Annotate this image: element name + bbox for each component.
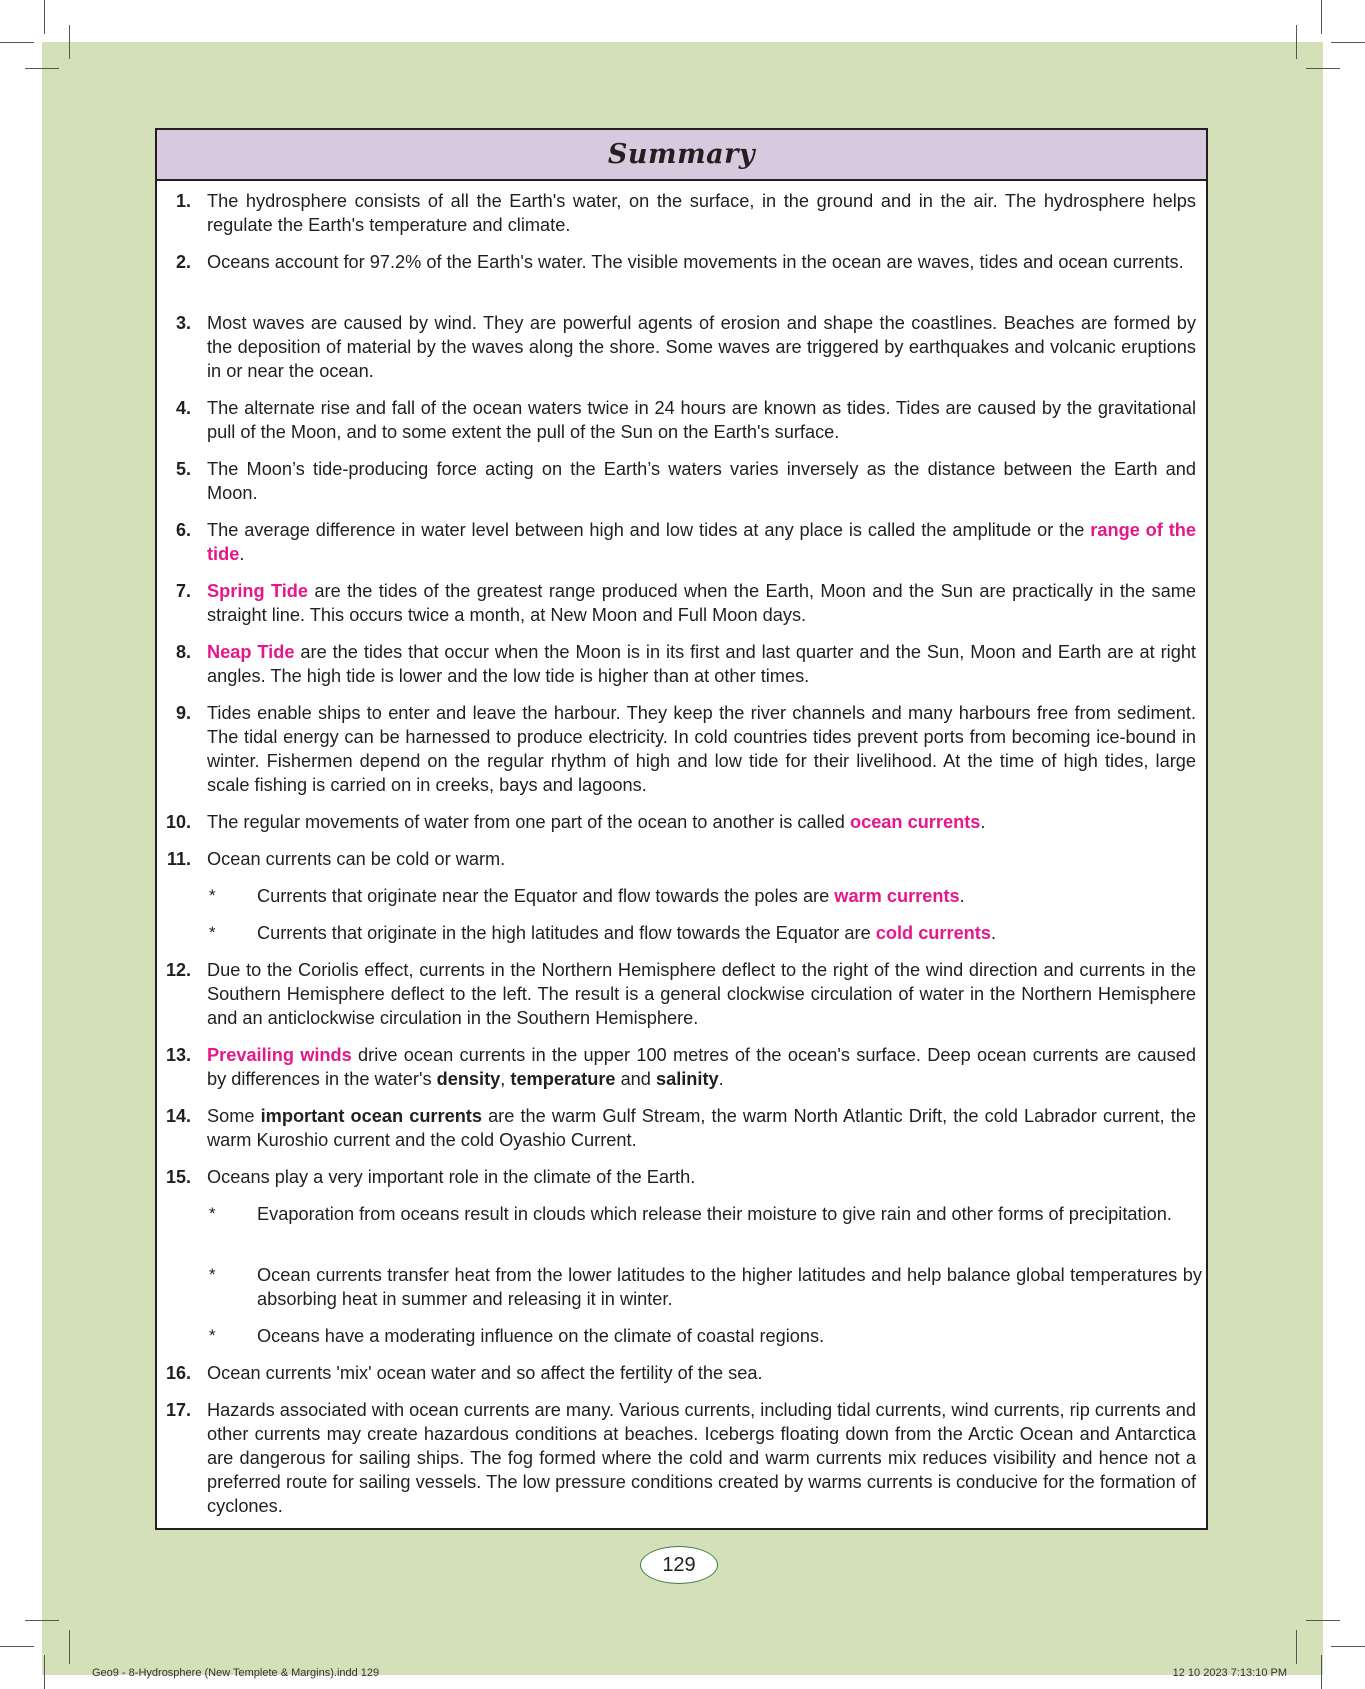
item-number: 14.	[165, 1106, 191, 1126]
summary-title: Summary	[607, 139, 756, 170]
bullet-star: *	[209, 923, 216, 942]
bullet-text: Oceans have a moderating influence on the climate of coastal regions.	[257, 1326, 825, 1346]
item-text: The alternate rise and fall of the ocean waters twice in 24 hours are known as tides. Tides are caused by the gravitational pull of the Moon, and to some extent the pull of the Sun on the Earth's surface.	[207, 398, 1196, 442]
page-number: 129	[640, 1546, 718, 1584]
item-number: 7.	[175, 581, 191, 601]
bullet-star: *	[209, 1326, 216, 1345]
item-text: Some important ocean currents are the warm Gulf Stream, the warm North Atlantic Drift, the cold Labrador current, the warm Kuroshio current and the cold Oyashio Current.	[207, 1106, 1196, 1150]
item-number: 8.	[175, 642, 191, 662]
item-text: Tides enable ships to enter and leave the harbour. They keep the river channels and many harbours free from sediment. The tidal energy can be harnessed to produce electricity. In cold countries tides prevent ports from becoming ice-bound in winter. Fishermen depend on the regular rhythm of high and low tide for their livelihood. At the time of high tides, large scale fishing is carried on in creeks, bays and lagoons.	[207, 703, 1196, 795]
item-text: Ocean currents can be cold or warm.	[207, 849, 506, 869]
highlight-term: warm currents	[834, 886, 960, 906]
crop-mark	[1331, 42, 1365, 43]
crop-mark	[1321, 0, 1322, 34]
item-text: Spring Tide are the tides of the greatest range produced when the Earth, Moon and the Sun are practically in the same straight line. This occurs twice a month, at New Moon and Full Moon days.	[207, 581, 1196, 625]
item-number: 1.	[175, 191, 191, 211]
bullet-star: *	[209, 1265, 216, 1284]
item-text: Ocean currents 'mix' ocean water and so affect the fertility of the sea.	[207, 1363, 763, 1383]
highlight-term: ocean currents	[849, 812, 981, 832]
item-text: Prevailing winds drive ocean currents in the upper 100 metres of the ocean's surface. Deep ocean currents are caused by differences in the water's density, temperature and salinity.	[207, 1045, 1196, 1089]
item-text: The Moon’s tide-producing force acting on the Earth’s waters varies inversely as the distance between the Earth and Moon.	[207, 459, 1196, 503]
bullet-text: Evaporation from oceans result in clouds which release their moisture to give rain and other forms of precipitation.	[257, 1204, 1172, 1224]
item-number: 17.	[165, 1400, 191, 1420]
item-number: 2.	[175, 252, 191, 272]
item-number: 6.	[175, 520, 191, 540]
summary-header	[157, 130, 1206, 181]
item-text: Oceans account for 97.2% of the Earth's water. The visible movements in the ocean are waves, tides and ocean currents.	[207, 252, 1184, 272]
bullet-text: Currents that originate in the high latitudes and flow towards the Equator are cold currents.	[257, 923, 997, 943]
item-number: 5.	[175, 459, 191, 479]
item-number: 15.	[165, 1167, 191, 1187]
crop-mark	[1331, 1646, 1365, 1647]
item-text: Neap Tide are the tides that occur when the Moon is in its first and last quarter and the Sun, Moon and Earth are at right angles. The high tide is lower and the low tide is higher than at other times.	[207, 642, 1196, 686]
bullet-star: *	[209, 1204, 216, 1223]
highlight-term: cold currents	[875, 923, 991, 943]
item-text: Oceans play a very important role in the climate of the Earth.	[207, 1167, 696, 1187]
summary-box	[155, 128, 1208, 1530]
item-text: Most waves are caused by wind. They are powerful agents of erosion and shape the coastlines. Beaches are formed by the deposition of material by the waves along the shore. Some waves are triggered by earthquakes and volcanic eruptions in or near the ocean.	[207, 313, 1196, 381]
item-number: 9.	[175, 703, 191, 723]
item-text: Hazards associated with ocean currents are many. Various currents, including tidal currents, wind currents, rip currents and other currents may create hazardous conditions at beaches. Icebergs floating down from the Arctic Ocean and Antarctica are dangerous for sailing ships. The fog formed where the cold and warm currents mix reduces visibility and hence not a preferred route for sailing vessels. The low pressure conditions created by warms currents is conducive for the formation of cyclones.	[207, 1400, 1196, 1516]
print-slug-timestamp: 12 10 2023 7:13:10 PM	[1172, 1667, 1287, 1679]
item-number: 16.	[165, 1363, 191, 1383]
crop-mark	[25, 1620, 59, 1621]
highlight-term: range of the tide	[207, 520, 1196, 564]
crop-mark	[1296, 25, 1297, 59]
crop-mark	[44, 1655, 45, 1689]
crop-mark	[1296, 1630, 1297, 1664]
bullet-text: Ocean currents transfer heat from the lower latitudes to the higher latitudes and help balance global temperatures by absorbing heat in summer and releasing it in winter.	[257, 1265, 1202, 1309]
item-text: The regular movements of water from one part of the ocean to another is called ocean currents.	[207, 812, 986, 832]
crop-mark	[1306, 68, 1340, 69]
bullet-text: Currents that originate near the Equator and flow towards the poles are warm currents.	[257, 886, 965, 906]
item-number: 3.	[175, 313, 191, 333]
item-number: 11.	[166, 849, 191, 869]
crop-mark	[0, 42, 34, 43]
item-number: 13.	[165, 1045, 191, 1065]
print-slug-filename: Geo9 - 8-Hydrosphere (New Templete & Margins).indd 129	[92, 1667, 380, 1679]
crop-mark	[1306, 1620, 1340, 1621]
crop-mark	[0, 1646, 34, 1647]
highlight-term: Spring Tide	[207, 581, 309, 601]
highlight-term: Neap Tide	[207, 642, 295, 662]
crop-mark	[69, 1630, 70, 1664]
crop-mark	[69, 25, 70, 59]
item-number: 12.	[165, 960, 191, 980]
item-number: 4.	[175, 398, 191, 418]
item-text: The hydrosphere consists of all the Earth's water, on the surface, in the ground and in the air. The hydrosphere helps regulate the Earth's temperature and climate.	[207, 191, 1196, 235]
crop-mark	[44, 0, 45, 34]
item-text: The average difference in water level between high and low tides at any place is called the amplitude or the range of the tide.	[207, 520, 1196, 564]
crop-mark	[1321, 1655, 1322, 1689]
crop-mark	[25, 68, 59, 69]
item-text: Due to the Coriolis effect, currents in the Northern Hemisphere deflect to the right of the wind direction and currents in the Southern Hemisphere deflect to the left. The result is a general clockwise circulation of water in the Northern Hemisphere and an anticlockwise circulation in the Southern Hemisphere.	[207, 960, 1196, 1028]
bullet-star: *	[209, 886, 216, 905]
item-number: 10.	[165, 812, 191, 832]
highlight-term: Prevailing winds	[207, 1045, 352, 1065]
